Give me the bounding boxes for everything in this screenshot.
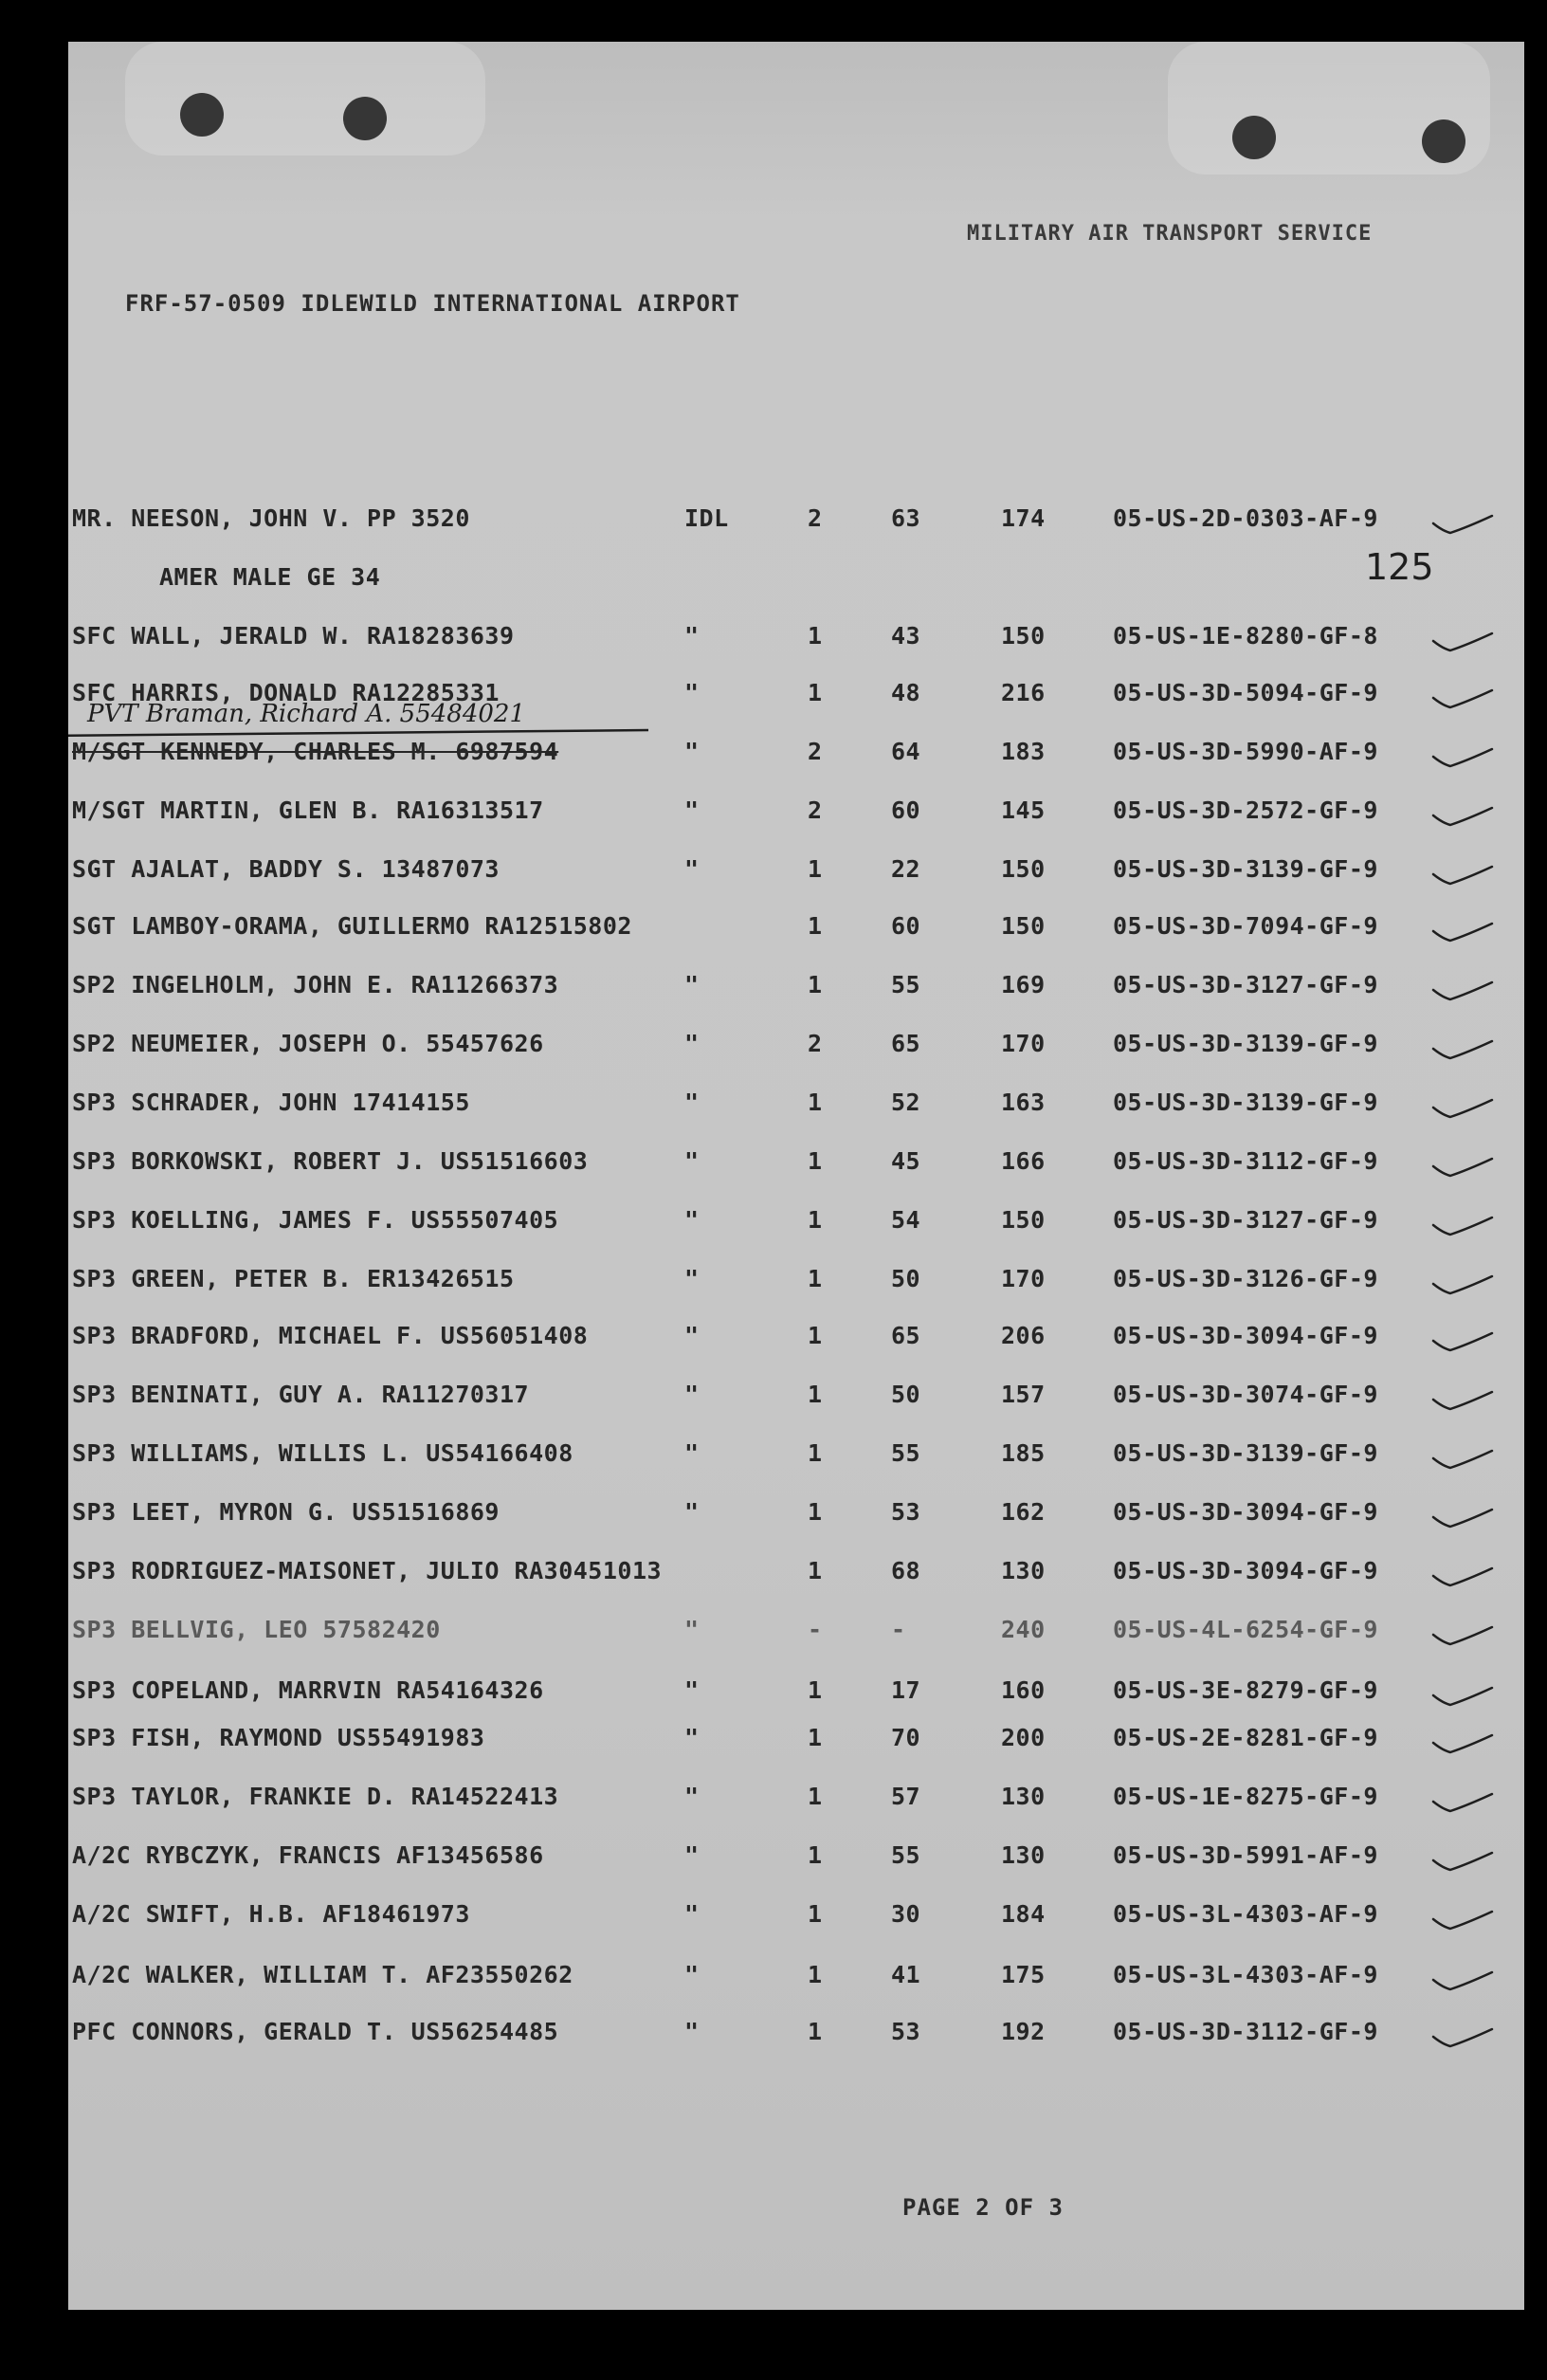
table-row [68,796,1524,834]
row-weight-b: 160 [1001,1676,1046,1704]
row-weight-a: - [891,1616,906,1643]
row-weight-a: 55 [891,971,921,998]
row-code: " [684,1322,700,1349]
table-row [68,1030,1524,1068]
row-reference: 05-US-3D-5991-AF-9 [1113,1841,1378,1869]
row-name: SP3 WILLIAMS, WILLIS L. US54166408 [72,1439,573,1467]
table-row [68,1961,1524,1999]
row-code: " [684,855,700,883]
row-name: PFC CONNORS, GERALD T. US56254485 [72,2018,559,2045]
row-reference: 05-US-3D-3139-GF-9 [1113,855,1378,883]
paper-smudge [1168,42,1490,174]
row-weight-a: 64 [891,738,921,765]
row-reference: 05-US-3L-4303-AF-9 [1113,1900,1378,1928]
row-name: M/SGT MARTIN, GLEN B. RA16313517 [72,796,544,824]
row-reference: 05-US-1E-8280-GF-8 [1113,622,1378,650]
row-weight-b: 150 [1001,622,1046,650]
row-count: 1 [808,1381,823,1408]
table-row [68,1724,1524,1762]
row-weight-a: 43 [891,622,921,650]
row-weight-a: 65 [891,1030,921,1057]
row-weight-a: 22 [891,855,921,883]
table-row [68,1783,1524,1821]
row-weight-b: 166 [1001,1147,1046,1175]
row-name: SP3 BENINATI, GUY A. RA11270317 [72,1381,530,1408]
row-reference: 05-US-3D-7094-GF-9 [1113,912,1378,940]
row-count: 1 [808,622,823,650]
row-weight-a: 45 [891,1147,921,1175]
row-count: 1 [808,1147,823,1175]
row-name: M/SGT KENNEDY, CHARLES M. 6987594 [72,738,559,765]
table-row [68,1557,1524,1595]
strike-through-line [68,730,648,736]
row-code: " [684,1030,700,1057]
row-name: A/2C RYBCZYK, FRANCIS AF13456586 [72,1841,544,1869]
row-weight-b: 162 [1001,1498,1046,1526]
row-weight-b: 175 [1001,1961,1046,1988]
row-name: SP3 SCHRADER, JOHN 17414155 [72,1089,470,1116]
row-count: 1 [808,1322,823,1349]
row-weight-b: 150 [1001,912,1046,940]
row-reference: 05-US-3D-3127-GF-9 [1113,1206,1378,1234]
row-weight-b: 130 [1001,1557,1046,1584]
row-weight-b: 150 [1001,1206,1046,1234]
row-count: 2 [808,504,823,532]
row-name: SP3 LEET, MYRON G. US51516869 [72,1498,500,1526]
row-weight-a: 54 [891,1206,921,1234]
row-name: SP3 BRADFORD, MICHAEL F. US56051408 [72,1322,589,1349]
row-reference: 05-US-3D-5094-GF-9 [1113,679,1378,706]
row-weight-b: 200 [1001,1724,1046,1751]
row-reference: 05-US-3D-3074-GF-9 [1113,1381,1378,1408]
row-name: SGT AJALAT, BADDY S. 13487073 [72,855,500,883]
row-name: SFC HARRIS, DONALD RA12285331 [72,679,500,706]
row-name: A/2C WALKER, WILLIAM T. AF23550262 [72,1961,573,1988]
row-count: 1 [808,679,823,706]
row-weight-a: 70 [891,1724,921,1751]
row-count: 1 [808,1724,823,1751]
row-count: 1 [808,1783,823,1810]
row-weight-a: 57 [891,1783,921,1810]
row-name: MR. NEESON, JOHN V. PP 3520 [72,504,470,532]
row-reference: 05-US-3D-3094-GF-9 [1113,1322,1378,1349]
row-reference: 05-US-3D-3139-GF-9 [1113,1439,1378,1467]
row-name: SP3 COPELAND, MARRVIN RA54164326 [72,1676,544,1704]
service-header: MILITARY AIR TRANSPORT SERVICE [967,222,1373,246]
table-row [68,504,1524,542]
row-name: SP3 BELLVIG, LEO 57582420 [72,1616,441,1643]
row-count: 1 [808,1439,823,1467]
row-code: " [684,1265,700,1292]
row-name: SP3 FISH, RAYMOND US55491983 [72,1724,485,1751]
row-weight-b: 183 [1001,738,1046,765]
row-weight-a: 50 [891,1381,921,1408]
row-weight-a: 55 [891,1439,921,1467]
table-row [68,1322,1524,1360]
row-weight-b: 216 [1001,679,1046,706]
row-count: 1 [808,912,823,940]
row-code: IDL [684,504,729,532]
row-reference: 05-US-3D-3094-GF-9 [1113,1498,1378,1526]
row-weight-b: 185 [1001,1439,1046,1467]
row-reference: 05-US-3D-3127-GF-9 [1113,971,1378,998]
table-row [68,1265,1524,1303]
row-name: AMER MALE GE 34 [159,563,381,591]
table-row [68,1676,1524,1714]
row-code: " [684,1439,700,1467]
table-row [68,1089,1524,1126]
row-count: 1 [808,1498,823,1526]
row-weight-a: 63 [891,504,921,532]
table-row [68,1206,1524,1244]
row-code: " [684,1206,700,1234]
row-reference: 05-US-3D-5990-AF-9 [1113,738,1378,765]
table-row [68,622,1524,660]
row-weight-b: 174 [1001,504,1046,532]
row-name: SP3 RODRIGUEZ-MAISONET, JULIO RA30451013 [72,1557,663,1584]
row-code: " [684,1676,700,1704]
row-weight-a: 53 [891,2018,921,2045]
row-count: - [808,1616,823,1643]
row-reference: 05-US-3L-4303-AF-9 [1113,1961,1378,1988]
row-reference: 05-US-3E-8279-GF-9 [1113,1676,1378,1704]
row-name: SP3 GREEN, PETER B. ER13426515 [72,1265,515,1292]
row-name: SGT LAMBOY-ORAMA, GUILLERMO RA12515802 [72,912,632,940]
table-row [68,1616,1524,1654]
row-weight-a: 53 [891,1498,921,1526]
row-weight-a: 48 [891,679,921,706]
table-row [68,1900,1524,1938]
row-code: " [684,1724,700,1751]
row-reference: 05-US-3D-3139-GF-9 [1113,1030,1378,1057]
row-count: 1 [808,1089,823,1116]
row-code: " [684,622,700,650]
table-row [68,971,1524,1009]
row-weight-a: 55 [891,1841,921,1869]
table-row [68,1381,1524,1419]
row-count: 1 [808,855,823,883]
row-weight-b: 150 [1001,855,1046,883]
row-weight-a: 17 [891,1676,921,1704]
row-code: " [684,679,700,706]
row-count: 2 [808,738,823,765]
row-code: " [684,1961,700,1988]
row-name: SP3 KOELLING, JAMES F. US55507405 [72,1206,559,1234]
row-weight-b: 130 [1001,1841,1046,1869]
table-row [68,2018,1524,2056]
row-weight-a: 50 [891,1265,921,1292]
row-weight-b: 157 [1001,1381,1046,1408]
row-reference: 05-US-2E-8281-GF-9 [1113,1724,1378,1751]
table-row [68,855,1524,893]
row-reference: 05-US-3D-3112-GF-9 [1113,2018,1378,2045]
row-code: " [684,1900,700,1928]
row-count: 1 [808,1900,823,1928]
handwritten-note: PVT Braman, Richard A. 55484021 [87,700,526,728]
row-code: " [684,1147,700,1175]
document-page [68,42,1524,2310]
row-code: " [684,1783,700,1810]
row-reference: 05-US-3D-3126-GF-9 [1113,1265,1378,1292]
row-reference: 05-US-3D-3139-GF-9 [1113,1089,1378,1116]
row-weight-b: 206 [1001,1322,1046,1349]
handwritten-page-number: 125 [1365,546,1434,588]
table-row [68,1439,1524,1477]
row-weight-a: 65 [891,1322,921,1349]
table-row [68,1841,1524,1879]
row-count: 1 [808,1676,823,1704]
table-row [68,912,1524,950]
row-code: " [684,1381,700,1408]
row-count: 1 [808,1557,823,1584]
row-reference: 05-US-3D-2572-GF-9 [1113,796,1378,824]
row-weight-a: 41 [891,1961,921,1988]
row-weight-b: 130 [1001,1783,1046,1810]
row-code: " [684,1089,700,1116]
row-name: A/2C SWIFT, H.B. AF18461973 [72,1900,470,1928]
row-count: 1 [808,1841,823,1869]
row-code: " [684,796,700,824]
row-weight-a: 60 [891,912,921,940]
row-reference: 05-US-1E-8275-GF-9 [1113,1783,1378,1810]
row-count: 1 [808,1961,823,1988]
row-weight-b: 192 [1001,2018,1046,2045]
table-row [68,563,1524,601]
page-footer: PAGE 2 OF 3 [902,2194,1064,2221]
row-weight-b: 170 [1001,1265,1046,1292]
row-weight-a: 30 [891,1900,921,1928]
table-row [68,1147,1524,1185]
row-weight-b: 145 [1001,796,1046,824]
row-name: SFC WALL, JERALD W. RA18283639 [72,622,515,650]
row-count: 2 [808,796,823,824]
row-count: 1 [808,2018,823,2045]
row-name: SP3 BORKOWSKI, ROBERT J. US51516603 [72,1147,589,1175]
row-name: SP3 TAYLOR, FRANKIE D. RA14522413 [72,1783,559,1810]
table-row [68,738,1524,776]
row-reference: 05-US-3D-3112-GF-9 [1113,1147,1378,1175]
row-count: 1 [808,971,823,998]
table-row [68,1498,1524,1536]
row-weight-b: 163 [1001,1089,1046,1116]
row-code: " [684,2018,700,2045]
row-count: 2 [808,1030,823,1057]
row-code: " [684,738,700,765]
row-weight-a: 52 [891,1089,921,1116]
row-reference: 05-US-2D-0303-AF-9 [1113,504,1378,532]
row-code: " [684,1616,700,1643]
paper-smudge [125,42,485,156]
row-code: " [684,1841,700,1869]
row-weight-b: 169 [1001,971,1046,998]
row-count: 1 [808,1206,823,1234]
row-weight-b: 240 [1001,1616,1046,1643]
row-code: " [684,971,700,998]
row-weight-b: 184 [1001,1900,1046,1928]
row-count: 1 [808,1265,823,1292]
row-weight-a: 60 [891,796,921,824]
row-weight-b: 170 [1001,1030,1046,1057]
row-reference: 05-US-4L-6254-GF-9 [1113,1616,1378,1643]
row-code: " [684,1498,700,1526]
row-weight-a: 68 [891,1557,921,1584]
flight-header: FRF-57-0509 IDLEWILD INTERNATIONAL AIRPORT [125,290,740,317]
row-name: SP2 NEUMEIER, JOSEPH O. 55457626 [72,1030,544,1057]
row-name: SP2 INGELHOLM, JOHN E. RA11266373 [72,971,559,998]
row-reference: 05-US-3D-3094-GF-9 [1113,1557,1378,1584]
